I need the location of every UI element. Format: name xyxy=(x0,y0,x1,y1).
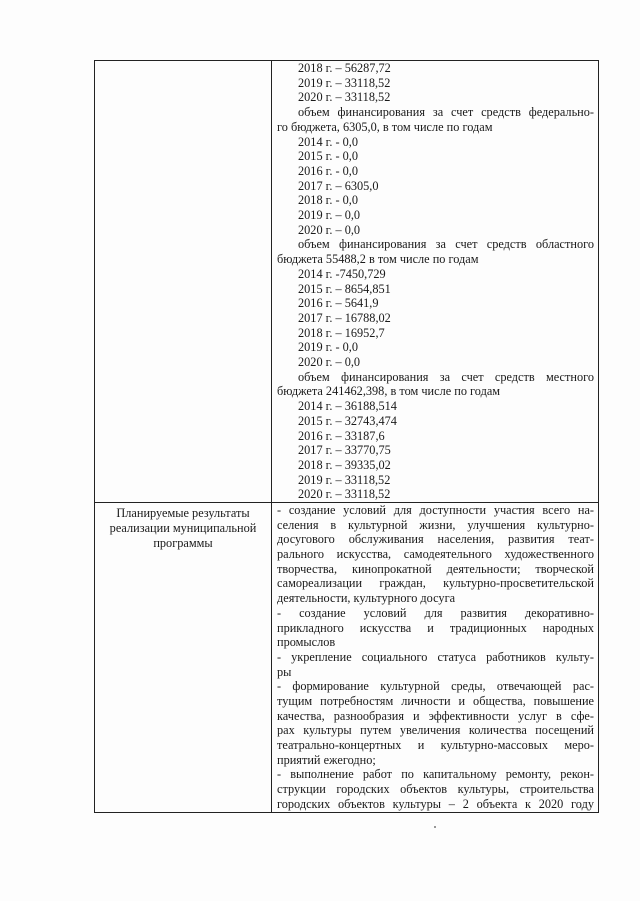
financing-line-17: 2016 г. – 5641,9 xyxy=(298,296,379,311)
row1-right-cell xyxy=(272,61,599,503)
financing-line-6: 2014 г. - 0,0 xyxy=(298,134,359,149)
result-line-20: струкции городских объектов культуры, строительства xyxy=(277,782,594,797)
financing-line-21: 2020 г. – 0,0 xyxy=(298,355,361,370)
financing-line-18: 2017 г. – 16788,02 xyxy=(298,310,391,325)
result-line-6: самореализации граждан, культурно-просветительской xyxy=(277,576,594,591)
result-line-12: ры xyxy=(277,664,292,679)
financing-line-25: 2015 г. – 32743,474 xyxy=(298,413,397,428)
row2-left-cell xyxy=(95,503,272,813)
result-line-11: - укрепление социального статуса работников культу- xyxy=(277,649,594,664)
financing-line-24: 2014 г. – 36188,514 xyxy=(298,399,397,414)
financing-line-2: 2019 г. – 33118,52 xyxy=(298,75,391,90)
financing-line-4: объем финансирования за счет средств федерально- xyxy=(298,105,594,120)
financing-line-15: 2014 г. -7450,729 xyxy=(298,266,386,281)
program-passport-table xyxy=(94,60,599,813)
financing-line-23: бюджета 241462,398, в том числе по годам xyxy=(277,384,501,399)
result-line-21: городских объектов культуры – 2 объекта к 2020 году xyxy=(277,796,594,811)
financing-line-28: 2018 г. – 39335,02 xyxy=(298,457,391,472)
financing-lines xyxy=(277,61,594,502)
financing-line-13: объем финансирования за счет средств областного xyxy=(298,237,594,252)
scan-dot xyxy=(434,826,436,828)
financing-line-16: 2015 г. – 8654,851 xyxy=(298,281,391,296)
financing-line-10: 2018 г. - 0,0 xyxy=(298,193,359,208)
row2-right-cell xyxy=(272,503,599,813)
result-line-5: творчества, кинопрокатной деятельности; творческой xyxy=(277,561,594,576)
result-line-4: рального искусства, самодеятельного художественного xyxy=(277,547,594,562)
result-line-19: - выполнение работ по капитальному ремонту, рекон- xyxy=(277,767,594,782)
planned-results-heading-line-3: программы xyxy=(153,536,213,551)
result-line-16: рах культуры путем увеличения количества посещений xyxy=(277,723,594,738)
financing-line-8: 2016 г. - 0,0 xyxy=(298,163,359,178)
financing-line-12: 2020 г. – 0,0 xyxy=(298,222,361,237)
row1-left-cell xyxy=(95,61,272,503)
financing-line-30: 2020 г. – 33118,52 xyxy=(298,487,391,502)
financing-line-9: 2017 г. – 6305,0 xyxy=(298,178,379,193)
result-line-14: тущим потребностям личности и общества, повышение xyxy=(277,694,594,709)
financing-line-1: 2018 г. – 56287,72 xyxy=(298,61,391,75)
result-line-10: промыслов xyxy=(277,635,336,650)
table-row-planned-results xyxy=(95,503,599,813)
planned-results-heading-line-2: реализации муниципальной xyxy=(109,521,257,536)
result-line-3: досугового обслуживания населения, развития теат- xyxy=(277,532,594,547)
result-line-15: качества, разнообразия и эффективности услуг в сфе- xyxy=(277,708,594,723)
financing-line-5: го бюджета, 6305,0, в том числе по годам xyxy=(277,119,493,134)
financing-line-14: бюджета 55488,2 в том числе по годам xyxy=(277,252,479,267)
financing-line-27: 2017 г. – 33770,75 xyxy=(298,443,391,458)
result-line-7: деятельности, культурного досуга xyxy=(277,591,456,606)
financing-line-11: 2019 г. – 0,0 xyxy=(298,208,361,223)
result-line-13: - формирование культурной среды, отвечающей рас- xyxy=(277,679,594,694)
result-line-17: театрально-концертных и культурно-массовых меро- xyxy=(277,738,594,753)
financing-line-20: 2019 г. - 0,0 xyxy=(298,340,359,355)
result-line-8: - создание условий для развития декоративно- xyxy=(277,605,594,620)
financing-line-19: 2018 г. – 16952,7 xyxy=(298,325,385,340)
financing-line-3: 2020 г. – 33118,52 xyxy=(298,90,391,105)
financing-line-26: 2016 г. – 33187,6 xyxy=(298,428,385,443)
result-line-2: селения в культурной жизни, улучшения культурно- xyxy=(277,517,594,532)
planned-results-heading xyxy=(95,503,271,551)
planned-results-heading-line-1: Планируемые результаты xyxy=(116,506,250,521)
planned-results-lines xyxy=(277,503,594,812)
result-line-1: - создание условий для доступности участия всего на- xyxy=(277,503,594,518)
financing-line-7: 2015 г. - 0,0 xyxy=(298,149,359,164)
financing-line-22: объем финансирования за счет средств местного xyxy=(298,369,594,384)
table-row-financing xyxy=(95,61,599,503)
financing-line-29: 2019 г. – 33118,52 xyxy=(298,472,391,487)
result-line-9: прикладного искусства и традиционных народных xyxy=(277,620,594,635)
result-line-18: приятий ежегодно; xyxy=(277,752,376,767)
